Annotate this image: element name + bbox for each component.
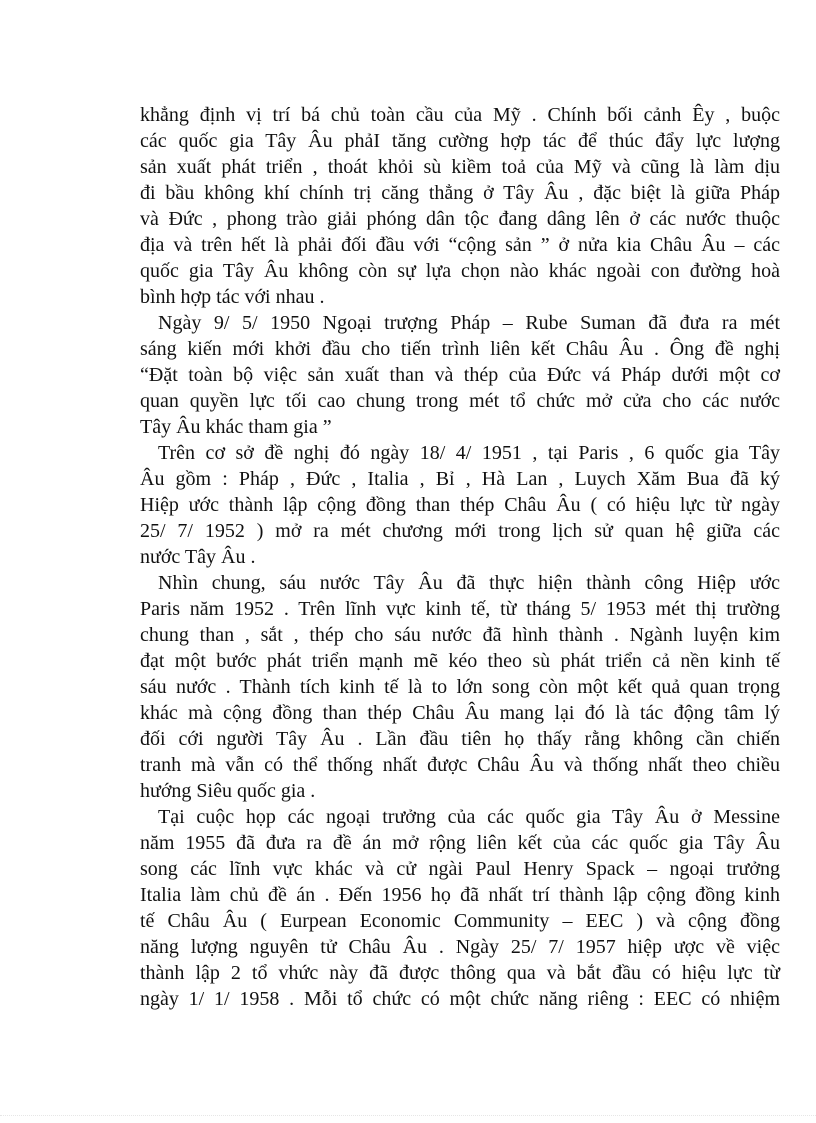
text-line: Ngày 9/ 5/ 1950 Ngoại trượng Pháp – Rube Suman đã đưa ra mét — [158, 312, 780, 334]
paragraph-2 — [140, 310, 780, 440]
text-line: đi bầu không khí chính trị căng thẳng ở Tây Âu , đặc biệt là giữa Pháp — [140, 182, 780, 204]
text-line: quan quyền lực tối cao chung trong mét tổ chức mở cửa cho các nước — [140, 390, 780, 412]
text-line: Italia làm chủ đề án . Đến 1956 họ đã nhất trí thành lập cộng đồng kinh — [140, 884, 780, 906]
text-line: năm 1955 đã đưa ra đề án mở rộng liên kết của các quốc gia Tây Âu — [140, 832, 780, 854]
text-line: sáu nước . Thành tích kinh tế là to lớn song còn một kết quả quan trọng — [140, 676, 780, 698]
text-line: nước Tây Âu . — [140, 546, 256, 568]
text-line: địa và trên hết là phải đối đầu với “cộng sản ” ở nửa kia Châu Âu – các — [140, 234, 780, 256]
paragraph-5 — [140, 804, 780, 1012]
text-line: Hiệp ước thành lập cộng đồng than thép Châu Âu ( có hiệu lực từ ngày — [140, 494, 780, 516]
text-line: đối cới người Tây Âu . Lần đầu tiên họ thấy rằng không cần chiến — [140, 728, 780, 750]
text-line: Trên cơ sở đề nghị đó ngày 18/ 4/ 1951 , tại Paris , 6 quốc gia Tây — [158, 442, 780, 464]
text-line: “Đặt toàn bộ việc sản xuất than và thép của Đức vá Pháp dưới một cơ — [140, 364, 780, 386]
text-line: hướng Siêu quốc gia . — [140, 780, 316, 802]
text-line: khác mà cộng đồng than thép Châu Âu mang lại đó là tác động tâm lý — [140, 702, 780, 724]
text-line: bình hợp tác với nhau . — [140, 286, 325, 308]
text-line: tế Châu Âu ( Eurpean Economic Community – EEC ) và cộng đồng — [140, 910, 780, 932]
text-line: sáng kiến mới khởi đầu cho tiến trình liên kết Châu Âu . Ông đề nghị — [140, 338, 780, 360]
text-line: Paris năm 1952 . Trên lĩnh vực kinh tế, từ tháng 5/ 1953 mét thị trường — [140, 598, 780, 620]
text-line: các quốc gia Tây Âu phảI tăng cường hợp tác để thúc đẩy lực lượng — [140, 130, 780, 152]
page-bottom-divider — [0, 1115, 816, 1116]
text-line: Tại cuộc họp các ngoại trưởng của các quốc gia Tây Âu ở Messine — [158, 806, 780, 828]
text-line: và Đức , phong trào giải phóng dân tộc đang dâng lên ở các nước thuộc — [140, 208, 780, 230]
paragraph-4 — [140, 570, 780, 804]
text-line: khẳng định vị trí bá chủ toàn cầu của Mỹ . Chính bối cảnh Êy , buộc — [140, 104, 780, 126]
paragraph-1 — [140, 102, 780, 310]
text-line: chung than , sắt , thép cho sáu nước đã hình thành . Ngành luyện kim — [140, 624, 780, 646]
text-line: ngày 1/ 1/ 1958 . Mỗi tổ chức có một chức năng riêng : EEC có nhiệm — [140, 988, 780, 1010]
text-line: thành lập 2 tổ vhức này đã được thông qua và bắt đầu có hiệu lực từ — [140, 962, 780, 984]
text-line: năng lượng nguyên tử Châu Âu . Ngày 25/ 7/ 1957 hiệp ược về việc — [140, 936, 780, 958]
text-line: Âu gồm : Pháp , Đức , Italia , Bỉ , Hà Lan , Luych Xăm Bua đã ký — [140, 468, 780, 490]
text-line: Tây Âu khác tham gia ” — [140, 416, 332, 438]
text-line: tranh mà vẫn có thể thống nhất được Châu Âu và thống nhất theo chiều — [140, 754, 780, 776]
paragraph-3 — [140, 440, 780, 570]
text-line: Nhìn chung, sáu nước Tây Âu đã thực hiện thành công Hiệp ước — [158, 572, 780, 594]
body-text — [140, 102, 780, 1012]
text-line: song các lĩnh vực khác và cử ngài Paul Henry Spack – ngoại trưởng — [140, 858, 780, 880]
text-line: đạt một bước phát triển mạnh mẽ kéo theo sù phát triển cả nền kinh tế — [140, 650, 780, 672]
text-line: 25/ 7/ 1952 ) mở ra mét chương mới trong lịch sử quan hệ giữa các — [140, 520, 780, 542]
text-line: quốc gia Tây Âu không còn sự lựa chọn nào khác ngoài con đường hoà — [140, 260, 780, 282]
text-line: sản xuất phát triển , thoát khỏi sù kiềm toả của Mỹ và cũng là làm dịu — [140, 156, 780, 178]
